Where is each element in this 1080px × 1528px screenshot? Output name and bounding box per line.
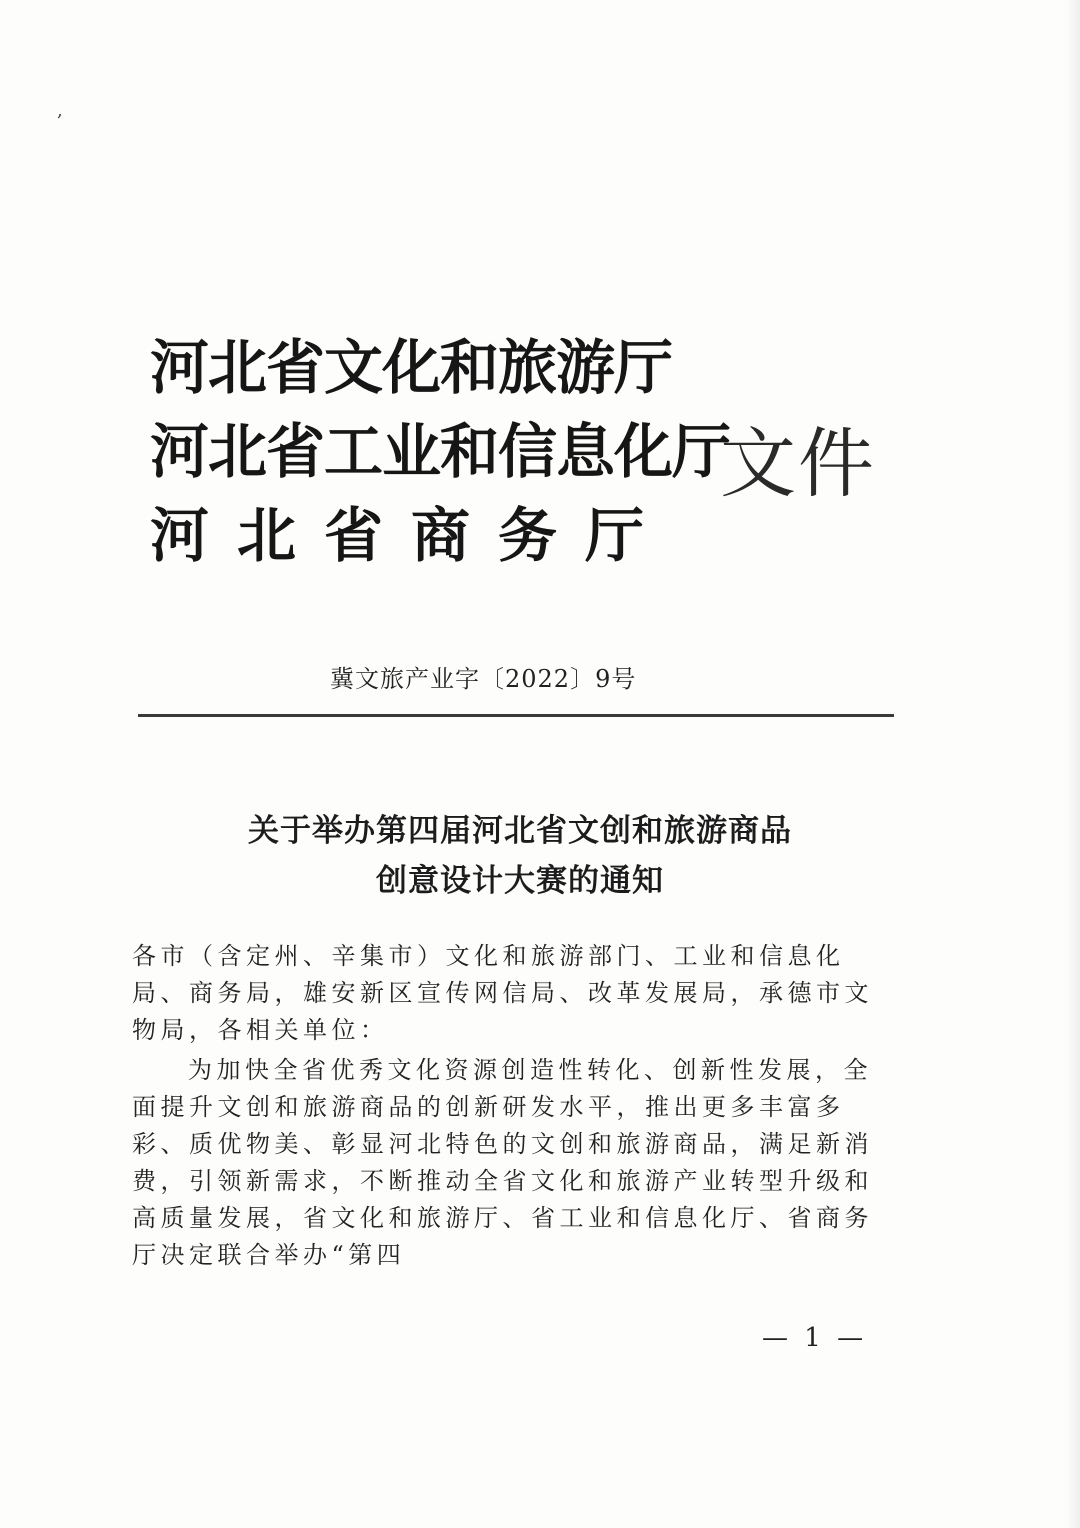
document-type-label: 文件 bbox=[720, 419, 876, 508]
issuing-authorities bbox=[150, 326, 731, 578]
issuer-industry-it: 河北省工业和信息化厅 bbox=[150, 417, 731, 486]
page-number: — 1 — bbox=[762, 1323, 868, 1353]
document-number: 冀文旅产业字〔2022〕9号 bbox=[330, 665, 637, 693]
issuer-culture-tourism: 河北省文化和旅游厅 bbox=[150, 333, 673, 402]
title-line-2: 创意设计大赛的通知 bbox=[376, 863, 664, 899]
addressee-paragraph: 各市（含定州、辛集市）文化和旅游部门、工业和信息化局、商务局，雄安新区宣传网信局、改革发展局，承德市文物局，各相关单位： bbox=[132, 942, 873, 1044]
document-body bbox=[132, 938, 892, 1274]
scan-edge-shadow bbox=[1066, 0, 1080, 1528]
scan-speck: , bbox=[57, 100, 63, 121]
issuer-commerce: 河北省商务厅 bbox=[150, 501, 673, 570]
header-divider bbox=[138, 714, 894, 717]
document-title bbox=[130, 806, 910, 906]
title-line-1: 关于举办第四届河北省文创和旅游商品 bbox=[248, 813, 792, 849]
body-paragraph: 为加快全省优秀文化资源创造性转化、创新性发展，全面提升文创和旅游商品的创新研发水平，推出更多丰富多彩、质优物美、彰显河北特色的文创和旅游商品，满足新消费，引领新需求，不断推动全省文化和旅游产业转型升级和高质量发展，省文化和旅游厅、省工业和信息化厅、省商务厅决定联合举办“第四 bbox=[132, 1056, 873, 1269]
